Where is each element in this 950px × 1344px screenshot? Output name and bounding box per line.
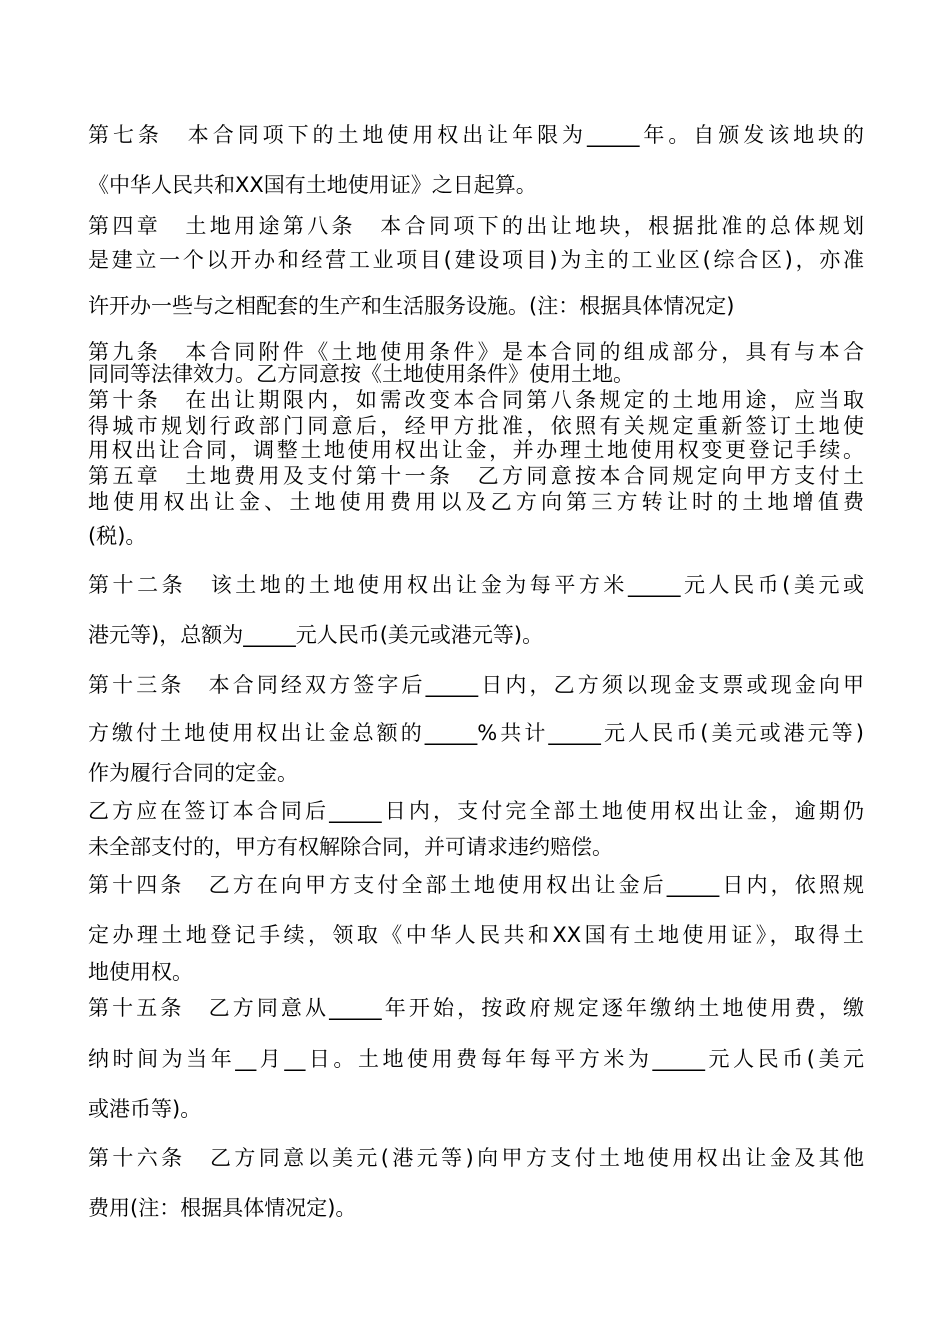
text-line-19: 乙方应在签订本合同后_____日内，支付完全部土地使用权出让金，逾期仍 (88, 799, 864, 823)
text-line-13: (税)。 (88, 524, 147, 548)
text-line-21: 第十四条 乙方在向甲方支付全部土地使用权出让金后_____日内，依照规 (88, 873, 864, 897)
text-line-1: 第七条 本合同项下的土地使用权出让年限为_____年。自颁发该地块的 (88, 123, 864, 147)
text-line-10: 用权出让合同，调整土地使用权出让金，并办理土地使用权变更登记手续。 (88, 438, 864, 462)
text-line-17: 方缴付土地使用权出让金总额的_____%共计_____元人民币(美元或港元等) (88, 721, 864, 745)
text-line-18: 作为履行合同的定金。 (88, 761, 298, 785)
text-line-23: 地使用权。 (88, 960, 193, 984)
text-line-6: 第九条 本合同附件《土地使用条件》是本合同的组成部分，具有与本合 (88, 340, 864, 364)
text-line-22: 定办理土地登记手续，领取《中华人民共和XX国有土地使用证》，取得土 (88, 923, 864, 947)
text-line-16: 第十三条 本合同经双方签字后_____日内，乙方须以现金支票或现金向甲 (88, 673, 864, 697)
text-line-20: 未全部支付的，甲方有权解除合同，并可请求违约赔偿。 (88, 835, 613, 859)
text-line-9: 得城市规划行政部门同意后，经甲方批准，依照有关规定重新签订土地使 (88, 414, 864, 438)
text-line-26: 或港币等)。 (88, 1097, 202, 1121)
text-line-4: 是建立一个以开办和经营工业项目(建设项目)为主的工业区(综合区)，亦准 (88, 248, 864, 272)
text-line-8: 第十条 在出让期限内，如需改变本合同第八条规定的土地用途，应当取 (88, 388, 864, 412)
text-line-27: 第十六条 乙方同意以美元(港元等)向甲方支付土地使用权出让金及其他 (88, 1146, 864, 1170)
text-line-14: 第十二条 该土地的土地使用权出让金为每平方米_____元人民币(美元或 (88, 573, 864, 597)
text-line-7: 同同等法律效力。乙方同意按《土地使用条件》使用土地。 (88, 362, 634, 386)
text-line-25: 纳时间为当年__月__日。土地使用费每年每平方米为_____元人民币(美元 (88, 1047, 864, 1071)
text-line-28: 费用(注：根据具体情况定)。 (88, 1196, 357, 1220)
text-line-3: 第四章 土地用途第八条 本合同项下的出让地块，根据批准的总体规划 (88, 214, 864, 238)
text-line-11: 第五章 土地费用及支付第十一条 乙方同意按本合同规定向甲方支付土 (88, 464, 864, 488)
text-line-5: 许开办一些与之相配套的生产和生活服务设施。(注：根据具体情况定) (88, 294, 735, 318)
text-line-15: 港元等)，总额为_____元人民币(美元或港元等)。 (88, 623, 544, 647)
text-line-12: 地使用权出让金、土地使用费用以及乙方向第三方转让时的土地增值费 (88, 490, 864, 514)
text-line-24: 第十五条 乙方同意从_____年开始，按政府规定逐年缴纳土地使用费，缴 (88, 996, 864, 1020)
text-line-2: 《中华人民共和XX国有土地使用证》之日起算。 (88, 173, 537, 197)
